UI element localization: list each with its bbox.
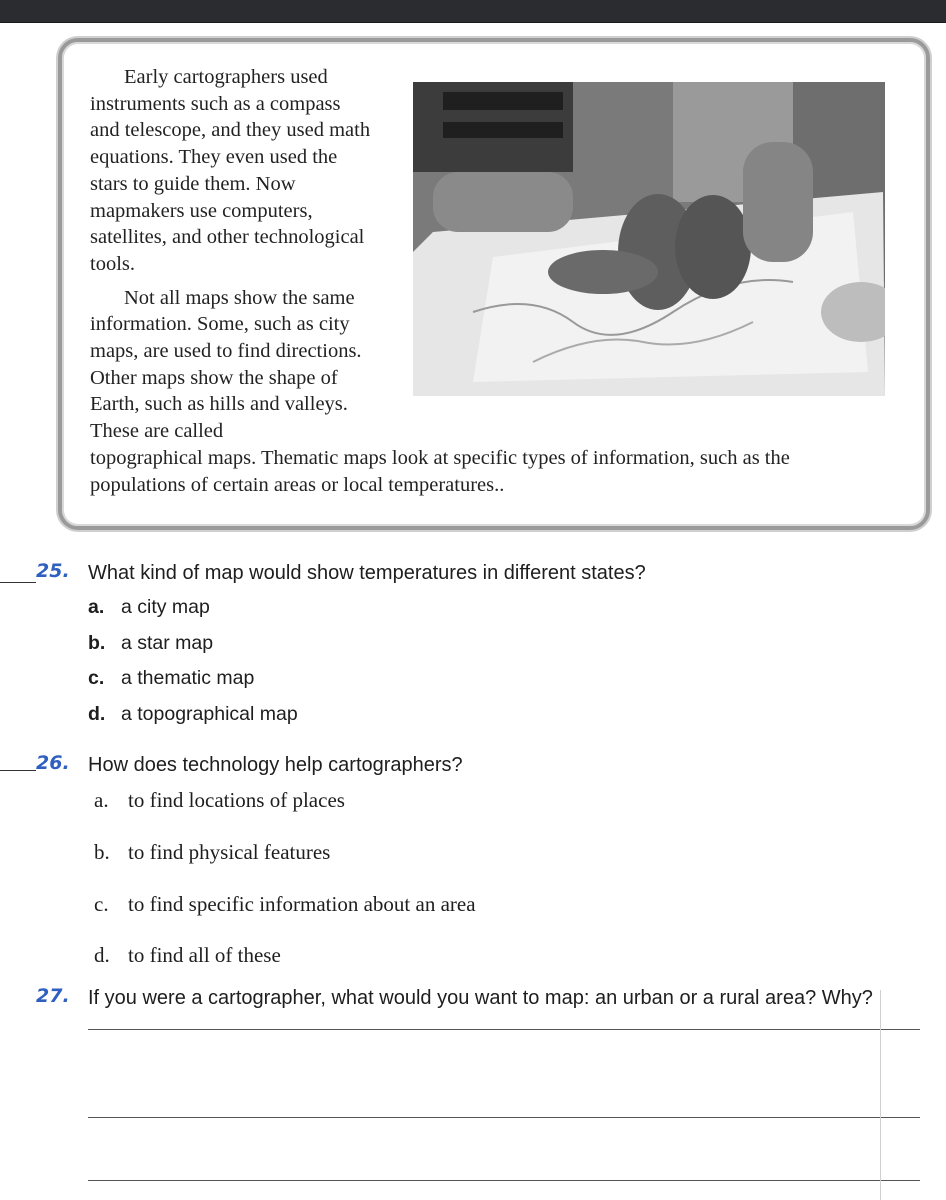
top-bar: [0, 0, 946, 23]
question-number-27: 27.: [36, 985, 70, 1007]
answer-blank-25[interactable]: [0, 582, 36, 583]
option-26b[interactable]: [94, 840, 330, 865]
option-text: to find all of these: [128, 943, 281, 967]
reading-passage: [90, 64, 880, 498]
answer-line-2[interactable]: [88, 1117, 920, 1118]
page-divider: [880, 990, 881, 1200]
option-text: to find locations of places: [128, 788, 345, 812]
option-26a[interactable]: [94, 788, 345, 813]
option-letter: a.: [88, 596, 105, 618]
passage-paragraph-2-continued: topographical maps. Thematic maps look at specific types of information, such as the populations of certain areas or local temperatures..: [90, 446, 790, 496]
option-text: a city map: [121, 596, 210, 618]
option-25b[interactable]: [88, 632, 213, 655]
question-25-text: What kind of map would show temperatures in different states?: [88, 562, 646, 584]
question-26-text: How does technology help cartographers?: [88, 754, 463, 776]
option-letter: d.: [88, 703, 106, 725]
option-25a[interactable]: [88, 596, 210, 619]
option-letter: b.: [94, 840, 110, 864]
option-text: a star map: [121, 632, 214, 654]
option-letter: d.: [94, 943, 110, 967]
option-letter: b.: [88, 632, 106, 654]
option-25c[interactable]: [88, 667, 254, 690]
question-number-25: 25.: [36, 560, 70, 582]
question-27-text: If you were a cartographer, what would you want to map: an urban or a rural area? Why?: [88, 987, 873, 1009]
option-letter: c.: [88, 667, 105, 689]
answer-line-3[interactable]: [88, 1180, 920, 1181]
option-text: to find specific information about an area: [128, 892, 476, 916]
option-25d[interactable]: [88, 703, 298, 726]
option-26c[interactable]: [94, 892, 476, 917]
option-text: a topographical map: [121, 703, 298, 725]
option-letter: c.: [94, 892, 109, 916]
question-number-26: 26.: [36, 752, 70, 774]
option-letter: a.: [94, 788, 109, 812]
answer-blank-26[interactable]: [0, 770, 36, 771]
option-text: a thematic map: [121, 667, 255, 689]
option-26d[interactable]: [94, 943, 281, 968]
answer-line-1[interactable]: [88, 1029, 920, 1030]
passage-paragraph-1: Early cartographers used instruments such as a compass and telescope, and they used math equations. They even used the stars to guide them. Now mapmakers use computers, satellites, and other technological tools.: [90, 66, 371, 275]
option-text: to find physical features: [128, 840, 331, 864]
passage-paragraph-2: Not all maps show the same information. Some, such as city maps, are used to find directions. Other maps show the shape of Earth, such as hills and valleys. These are called: [90, 286, 362, 443]
